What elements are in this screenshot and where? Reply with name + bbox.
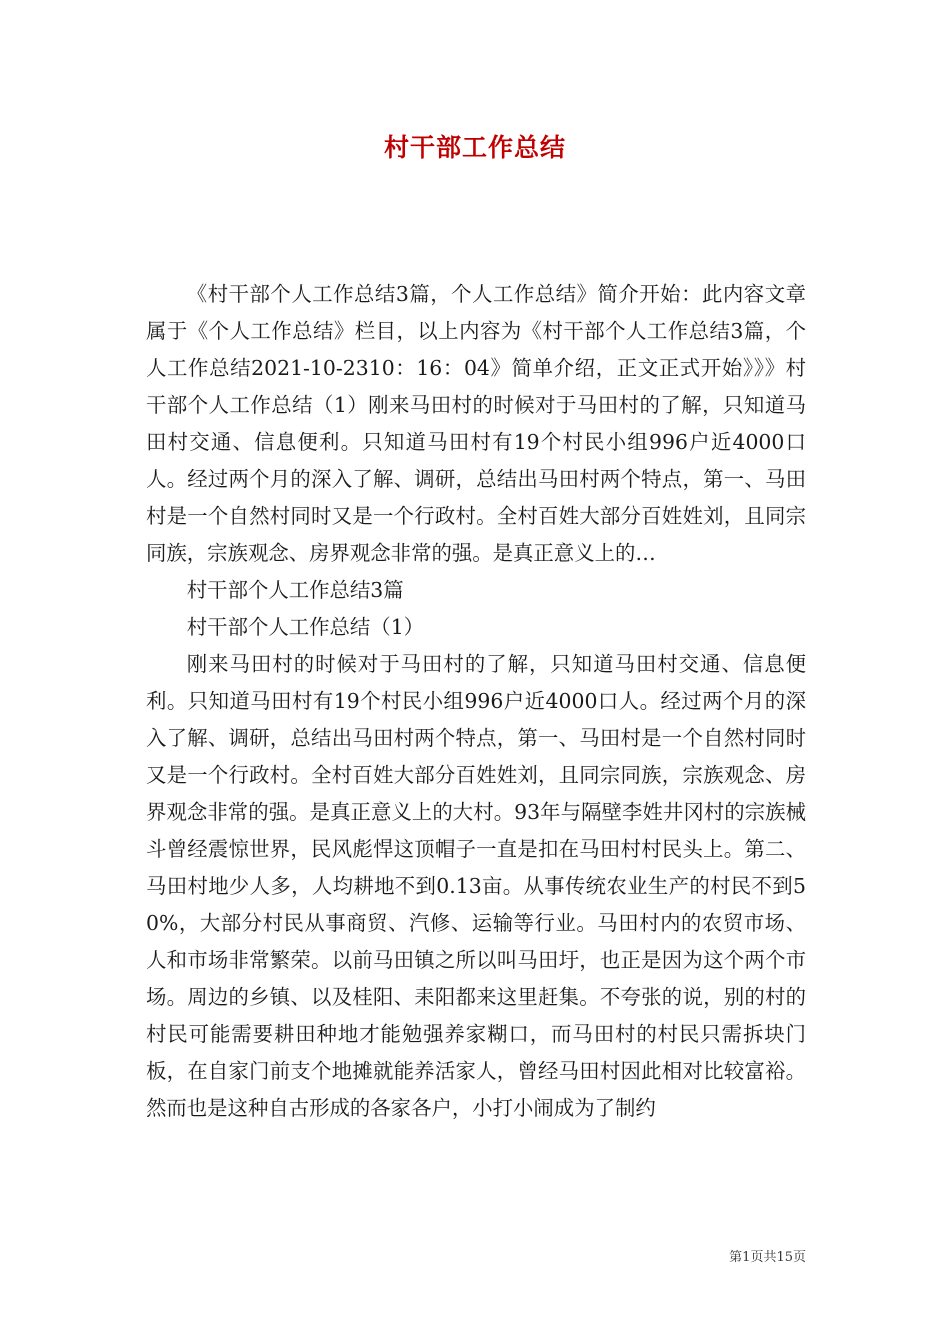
- page-number: 第1页共15页: [729, 1250, 806, 1265]
- document-body: [146, 276, 806, 1127]
- document-title: 村干部工作总结: [383, 133, 566, 162]
- summary-paragraph: 《村干部个人工作总结3篇，个人工作总结》简介开始：此内容文章属于《个人工作总结》栏目，以上内容为《村干部个人工作总结3篇，个人工作总结2021-10-2310：16：04》简单介绍，正文正式开始》》》村干部个人工作总结（1）刚来马田村的时候对于马田村的了解，只知道马田村交通、信息便利。只知道马田村有19个村民小组996户近4000口人。经过两个月的深入了解、调研，总结出马田村两个特点，第一、马田村是一个自然村同时又是一个行政村。全村百姓大部分百姓姓刘，且同宗同族，宗族观念、房界观念非常的强。是真正意义上的…: [146, 282, 806, 565]
- section-heading-paragraph: 村干部个人工作总结（1）: [186, 615, 425, 639]
- body-paragraph: 刚来马田村的时候对于马田村的了解，只知道马田村交通、信息便利。只知道马田村有19个村民小组996户近4000口人。经过两个月的深入了解、调研，总结出马田村两个特点，第一、马田村是一个自然村同时又是一个行政村。全村百姓大部分百姓姓刘，且同宗同族，宗族观念、房界观念非常的强。是真正意义上的大村。93年与隔壁李姓井冈村的宗族械斗曾经震惊世界，民风彪悍这顶帽子一直是扣在马田村村民头上。第二、马田村地少人多，人均耕地不到0.13亩。从事传统农业生产的村民不到50%，大部分村民从事商贸、汽修、运输等行业。马田村内的农贸市场、人和市场非常繁荣。以前马田镇之所以叫马田圩，也正是因为这个两个市场。周边的乡镇、以及桂阳、耒阳都来这里赶集。不夸张的说，别的村的村民可能需要耕田种地才能勉强养家糊口，而马田村的村民只需拆块门板，在自家门前支个地摊就能养活家人，曾经马田村因此相对比较富裕。然而也是这种自古形成的各家各户，小打小闹成为了制约: [146, 652, 806, 1120]
- subtitle-paragraph: 村干部个人工作总结3篇: [186, 578, 404, 602]
